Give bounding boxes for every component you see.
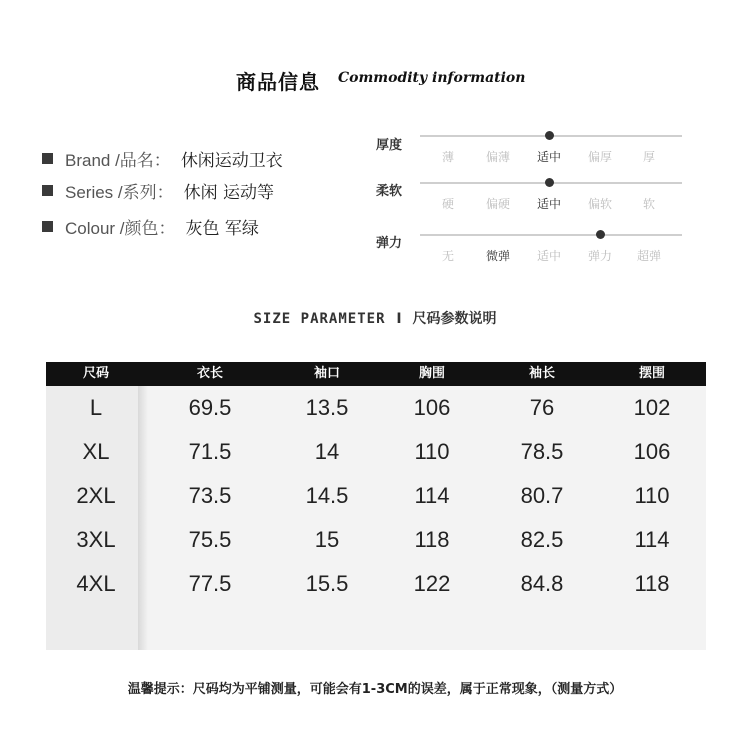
table-cell: 102 bbox=[633, 395, 671, 420]
size-title-zh: 尺码参数说明 bbox=[412, 311, 497, 327]
scale-track-elasticity bbox=[420, 234, 682, 236]
table-cell: 78.5 bbox=[520, 439, 564, 464]
table-cell: 118 bbox=[414, 527, 450, 552]
table-cell: 110 bbox=[634, 483, 670, 508]
scale-knob-softness bbox=[545, 178, 554, 187]
table-row bbox=[46, 430, 706, 474]
spec-value: 休闲运动卫衣 bbox=[180, 150, 283, 171]
scale-knob-thickness bbox=[545, 131, 554, 140]
page-title-en: Commodity information bbox=[338, 70, 526, 86]
spec-label: Colour /颜色： bbox=[65, 218, 176, 238]
size-title-en: SIZE PARAMETER bbox=[253, 311, 386, 327]
scale-option: 偏厚 bbox=[587, 150, 612, 164]
table-cell: 118 bbox=[634, 571, 670, 596]
scale-label-thickness: 厚度 bbox=[376, 138, 403, 153]
table-header-cell: 衣长 bbox=[196, 366, 223, 381]
page-title: 商品信息 bbox=[236, 70, 320, 94]
scale-option: 微弹 bbox=[485, 249, 510, 263]
table-cell: 69.5 bbox=[188, 395, 232, 420]
scale-option: 弹力 bbox=[587, 249, 612, 263]
scale-option: 偏软 bbox=[587, 197, 612, 211]
scale-option: 适中 bbox=[536, 197, 561, 211]
scale-knob-elasticity bbox=[596, 230, 605, 239]
table-cell: 14 bbox=[314, 439, 340, 464]
title-separator: I bbox=[396, 311, 402, 327]
scale-option: 适中 bbox=[536, 249, 561, 263]
table-header-cell: 尺码 bbox=[82, 366, 109, 381]
table-cell: 15.5 bbox=[305, 571, 349, 596]
table-cell: 114 bbox=[634, 527, 670, 552]
size-section-title bbox=[0, 308, 750, 328]
square-bullet-icon bbox=[42, 221, 53, 232]
table-cell: 13.5 bbox=[305, 395, 349, 420]
table-cell: 15 bbox=[314, 527, 340, 552]
spec-colour bbox=[42, 214, 259, 238]
table-cell: 106 bbox=[633, 439, 671, 464]
table-cell: 110 bbox=[414, 439, 450, 464]
spec-label: Series /系列： bbox=[65, 182, 174, 202]
table-header-cell: 袖长 bbox=[528, 366, 555, 381]
scale-option: 适中 bbox=[536, 150, 561, 164]
square-bullet-icon bbox=[42, 185, 53, 196]
size-table bbox=[46, 362, 706, 650]
scale-option: 硬 bbox=[441, 197, 454, 211]
spec-series bbox=[42, 178, 274, 202]
scale-label-elasticity: 弹力 bbox=[376, 236, 403, 251]
size-cell: XL bbox=[82, 439, 110, 464]
spec-value: 休闲 运动等 bbox=[183, 182, 275, 203]
scale-option: 偏硬 bbox=[485, 197, 510, 211]
table-cell: 122 bbox=[413, 571, 451, 596]
scale-option: 偏薄 bbox=[485, 150, 510, 164]
table-cell: 82.5 bbox=[520, 527, 564, 552]
table-cell: 71.5 bbox=[188, 439, 232, 464]
size-cell: 3XL bbox=[76, 527, 116, 552]
table-cell: 77.5 bbox=[188, 571, 232, 596]
table-row bbox=[46, 518, 706, 562]
table-row bbox=[46, 386, 706, 430]
table-cell: 80.7 bbox=[520, 483, 564, 508]
spec-value: 灰色 军绿 bbox=[185, 218, 259, 239]
table-cell: 106 bbox=[413, 395, 451, 420]
table-cell: 75.5 bbox=[188, 527, 232, 552]
table-cell: 84.8 bbox=[520, 571, 564, 596]
measurement-note: 温馨提示：尺码均为平铺测量，可能会有1-3CM的误差，属于正常现象，（测量方式） bbox=[127, 682, 623, 697]
table-cell: 73.5 bbox=[188, 483, 232, 508]
scale-option: 无 bbox=[441, 249, 454, 263]
spec-label: Brand /品名： bbox=[65, 150, 171, 170]
square-bullet-icon bbox=[42, 153, 53, 164]
scale-label-softness: 柔软 bbox=[376, 184, 403, 199]
table-header bbox=[46, 362, 706, 386]
table-header-cell: 袖口 bbox=[313, 366, 340, 381]
scale-option: 薄 bbox=[441, 150, 454, 164]
table-row bbox=[46, 474, 706, 518]
size-cell: 2XL bbox=[76, 483, 116, 508]
table-row bbox=[46, 562, 706, 606]
scale-option: 软 bbox=[642, 197, 655, 211]
table-cell: 14.5 bbox=[305, 483, 349, 508]
scale-option: 厚 bbox=[642, 150, 655, 164]
table-cell: 114 bbox=[414, 483, 450, 508]
size-cell: 4XL bbox=[76, 571, 116, 596]
size-cell: L bbox=[89, 395, 103, 420]
scale-option: 超弹 bbox=[636, 249, 661, 263]
table-cell: 76 bbox=[529, 395, 555, 420]
spec-brand bbox=[42, 146, 283, 170]
table-header-cell: 胸围 bbox=[418, 366, 445, 381]
table-header-cell: 摆围 bbox=[638, 366, 665, 381]
